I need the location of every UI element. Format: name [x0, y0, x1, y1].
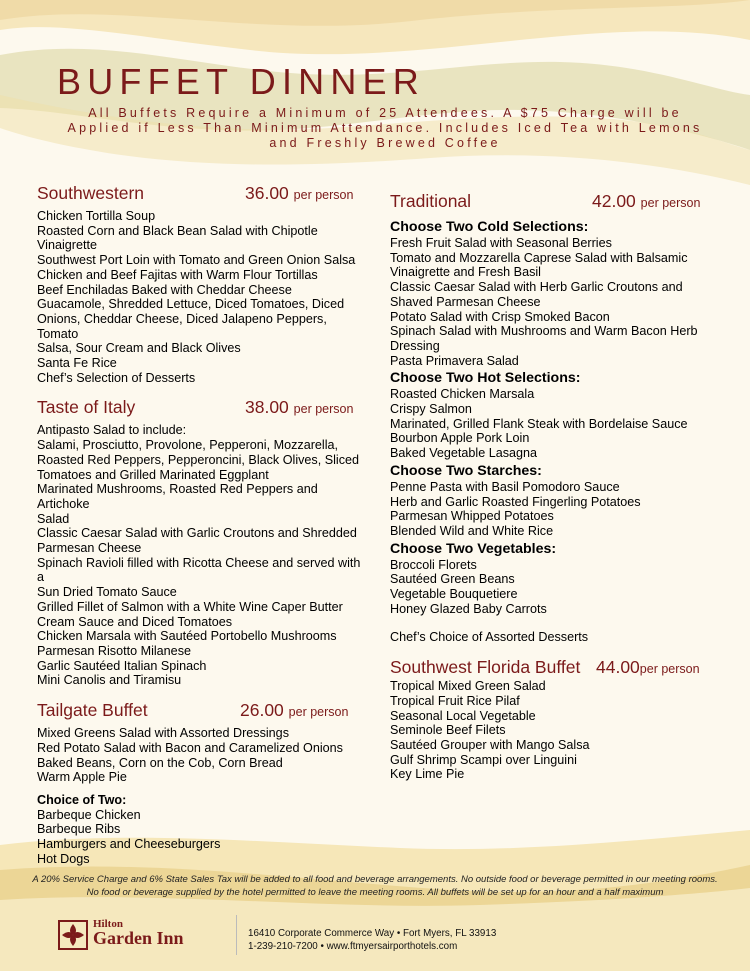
- list-item: Gulf Shrimp Scampi over Linguini: [390, 752, 577, 767]
- left-column: [37, 183, 367, 878]
- price-value: 36.00: [245, 183, 289, 203]
- section-title: Taste of Italy: [37, 397, 136, 418]
- list-item: Marinated Mushrooms, Roasted Red Peppers and Artichoke: [37, 482, 318, 511]
- list-item: Crispy Salmon: [390, 402, 472, 417]
- item-list: [390, 679, 720, 782]
- list-item: Tomato and Mozzarella Caprese Salad with Balsamic: [390, 250, 688, 265]
- list-item: Spinach Ravioli filled with Ricotta Cheese and served with a: [37, 555, 361, 585]
- section-title: Southwestern: [37, 183, 145, 203]
- footer-divider: [236, 915, 237, 955]
- list-item: Blended Wild and White Rice: [390, 523, 554, 538]
- list-item: Chef’s Selection of Desserts: [37, 370, 196, 385]
- price-unit: per person: [288, 705, 349, 720]
- list-item: Sautéed Green Beans: [390, 572, 515, 587]
- hot-list: [390, 387, 720, 461]
- starch-heading: Choose Two Starches:: [390, 462, 542, 479]
- section-header: [390, 191, 720, 217]
- list-item: Herb and Garlic Roasted Fingerling Potatoes: [390, 494, 641, 509]
- list-item: Onions, Cheddar Cheese, Diced Jalapeno Peppers, Tomato: [37, 311, 327, 341]
- list-item: Hamburgers and Cheeseburgers: [37, 837, 221, 852]
- list-item: Vegetable Bouquetiere: [390, 587, 518, 602]
- florida-section: [390, 657, 720, 782]
- list-item: Vinaigrette and Fresh Basil: [390, 265, 541, 280]
- cold-heading: Choose Two Cold Selections:: [390, 219, 589, 235]
- list-item: Tropical Mixed Green Salad: [390, 679, 546, 694]
- list-item: Beef Enchiladas Baked with Cheddar Cheese: [37, 282, 292, 297]
- list-item: Roasted Red Peppers, Pepperoncini, Black Olives, Sliced: [37, 452, 360, 467]
- price-value: 44.00: [596, 657, 640, 678]
- section-title: Traditional: [390, 191, 472, 211]
- footer-note: A 20% Service Charge and 6% State Sales Tax will be added to all food and beverage arrangements. No outside food or beverage permitted in our meeting rooms. No food or beverage supplied by the hotel permitted to leave the meeting rooms. All buffets will be set up for an hour and a half maximum: [32, 874, 718, 898]
- item-list: [37, 209, 367, 385]
- list-item: Garlic Sautéed Italian Spinach: [37, 658, 207, 673]
- section-title: Tailgate Buffet: [37, 700, 148, 721]
- list-item: Penne Pasta with Basil Pomodoro Sauce: [390, 479, 620, 494]
- list-item: Seasonal Local Vegetable: [390, 708, 536, 723]
- price-value: 38.00: [245, 397, 289, 418]
- contact-line: 1-239-210-7200 • www.ftmyersairporthotels.com: [248, 940, 458, 952]
- list-item: Grilled Fillet of Salmon with a White Wine Caper Butter: [37, 599, 343, 614]
- list-item: Key Lime Pie: [390, 767, 465, 782]
- southwestern-section: [37, 183, 367, 385]
- list-item: Barbeque Ribs: [37, 822, 121, 837]
- section-price: [240, 700, 348, 721]
- price-value: 26.00: [240, 700, 284, 721]
- starch-list: [390, 480, 720, 539]
- garden-inn-logo-icon: [58, 920, 88, 950]
- list-item: Broccoli Florets: [390, 557, 477, 572]
- section-title: Southwest Florida Buffet: [390, 657, 581, 678]
- right-column: [390, 191, 720, 794]
- list-item: Santa Fe Rice: [37, 356, 117, 371]
- brand-hilton: Hilton: [93, 918, 123, 930]
- list-item: Dressing: [390, 338, 440, 353]
- list-item: Spinach Salad with Mushrooms and Warm Bacon Herb: [390, 324, 698, 339]
- vegetable-heading: Choose Two Vegetables:: [390, 540, 557, 557]
- spacer: [390, 616, 720, 630]
- choice-heading: Choice of Two:: [37, 792, 127, 807]
- list-item: Sautéed Grouper with Mango Salsa: [390, 737, 590, 752]
- list-item: Roasted Chicken Marsala: [390, 387, 535, 402]
- item-list: [37, 423, 367, 688]
- item-list: [37, 726, 367, 785]
- list-item: Mini Canolis and Tiramisu: [37, 673, 182, 688]
- list-item: Baked Beans, Corn on the Cob, Corn Bread: [37, 755, 283, 770]
- list-item: Baked Vegetable Lasagna: [390, 446, 538, 461]
- section-header: [37, 700, 367, 726]
- cold-list: [390, 236, 720, 368]
- price-unit: per person: [293, 188, 354, 202]
- choice-list: [37, 808, 367, 867]
- list-item: Tropical Fruit Rice Pilaf: [390, 693, 520, 708]
- brand-garden-inn: Garden Inn: [93, 928, 184, 948]
- list-item: Hot Dogs: [37, 851, 90, 866]
- list-item: Mixed Greens Salad with Assorted Dressings: [37, 726, 289, 741]
- price-unit: per person: [640, 196, 701, 210]
- list-item: Southwest Port Loin with Tomato and Green Onion Salsa: [37, 253, 356, 268]
- list-item: Parmesan Risotto Milanese: [37, 643, 191, 658]
- section-price: [596, 657, 700, 678]
- dessert-note: Chef’s Choice of Assorted Desserts: [390, 630, 589, 645]
- italy-section: [37, 397, 367, 688]
- list-item: Pasta Primavera Salad: [390, 353, 519, 368]
- page-title: BUFFET DINNER: [57, 61, 425, 102]
- vegetable-list: [390, 558, 720, 617]
- list-item: Salad: [37, 511, 70, 526]
- list-item: Vinaigrette: [37, 238, 97, 253]
- price-unit: per person: [293, 402, 354, 417]
- hot-heading: Choose Two Hot Selections:: [390, 370, 581, 387]
- list-item: Bourbon Apple Pork Loin: [390, 431, 530, 446]
- section-header: [37, 397, 367, 423]
- list-item: Red Potato Salad with Bacon and Caramelized Onions: [37, 740, 343, 755]
- section-header: [390, 657, 720, 679]
- address-line: 16410 Corporate Commerce Way • Fort Myers, FL 33913: [248, 928, 497, 939]
- list-item: Warm Apple Pie: [37, 770, 127, 785]
- price-value: 42.00: [592, 191, 636, 211]
- list-item: Antipasto Salad to include:: [37, 423, 187, 438]
- list-item: Cream Sauce and Diced Tomatoes: [37, 614, 233, 629]
- list-item: Chicken and Beef Fajitas with Warm Flour Tortillas: [37, 267, 318, 282]
- list-item: Salami, Prosciutto, Provolone, Pepperoni, Mozzarella,: [37, 438, 338, 453]
- page-subtitle: All Buffets Require a Minimum of 25 Attendees. A $75 Charge will be Applied if Less Than Minimum Attendance. Includes Iced Tea with Lemons and Freshly Brewed Coffee: [67, 106, 703, 150]
- section-price: [245, 183, 353, 204]
- traditional-section: [390, 191, 720, 645]
- list-item: Shaved Parmesan Cheese: [390, 294, 541, 309]
- list-item: Seminole Beef Filets: [390, 723, 506, 738]
- list-item: Chicken Marsala with Sautéed Portobello Mushrooms: [37, 629, 337, 644]
- section-header: [37, 183, 367, 209]
- list-item: Roasted Corn and Black Bean Salad with Chipotle: [37, 223, 318, 238]
- price-unit: per person: [639, 662, 700, 677]
- tailgate-section: [37, 700, 367, 866]
- list-item: Parmesan Whipped Potatoes: [390, 509, 554, 524]
- section-price: [245, 397, 353, 418]
- list-item: Parmesan Cheese: [37, 541, 142, 556]
- list-item: Honey Glazed Baby Carrots: [390, 601, 547, 616]
- list-item: Chicken Tortilla Soup: [37, 209, 156, 223]
- list-item: Tomatoes and Grilled Marinated Eggplant: [37, 467, 269, 482]
- list-item: Guacamole, Shredded Lettuce, Diced Tomatoes, Diced: [37, 297, 345, 312]
- list-item: Classic Caesar Salad with Herb Garlic Croutons and: [390, 280, 683, 295]
- list-item: Fresh Fruit Salad with Seasonal Berries: [390, 236, 612, 250]
- hotel-address: [248, 928, 496, 953]
- list-item: Marinated, Grilled Flank Steak with Bordelaise Sauce: [390, 416, 688, 431]
- list-item: Potato Salad with Crisp Smoked Bacon: [390, 309, 610, 324]
- list-item: Sun Dried Tomato Sauce: [37, 585, 177, 600]
- section-price: [592, 191, 700, 212]
- list-item: Salsa, Sour Cream and Black Olives: [37, 341, 241, 356]
- list-item: Barbeque Chicken: [37, 807, 141, 822]
- list-item: Classic Caesar Salad with Garlic Croutons and Shredded: [37, 526, 357, 541]
